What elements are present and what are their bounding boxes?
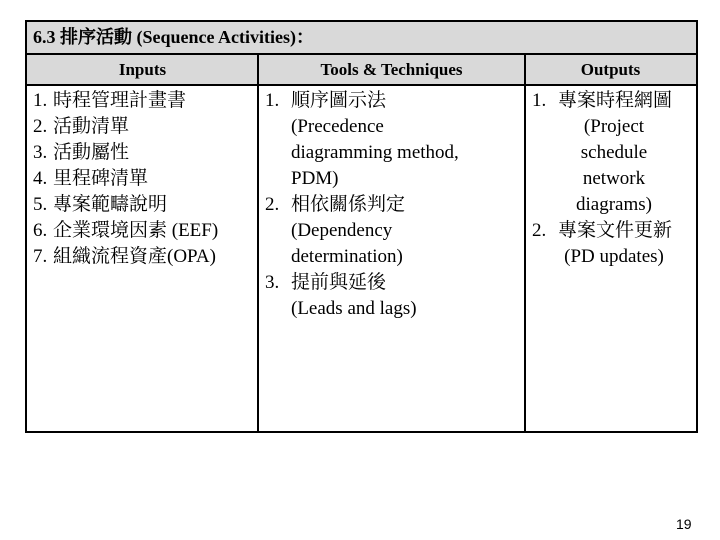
item-number: 1. (265, 90, 280, 111)
item-line: 順序圖示法 (291, 90, 387, 111)
slide-number: 19 (676, 516, 692, 532)
outputs-column (532, 88, 696, 270)
inputs-header: Inputs (118, 60, 167, 79)
list-item (265, 88, 520, 192)
list-item (265, 270, 520, 322)
list-item (33, 114, 255, 140)
item-text: 組織流程資產(OPA) (53, 246, 216, 267)
list-item (532, 88, 696, 218)
list-item (265, 192, 520, 270)
item-text: 專案範疇說明 (53, 194, 168, 215)
item-number: 5. (33, 194, 48, 215)
item-text: 時程管理計畫書 (53, 90, 187, 111)
item-number: 6. (33, 220, 48, 241)
item-line: (PD updates) (564, 246, 664, 267)
item-line: 專案文件更新 (558, 220, 673, 241)
item-line: 專案時程網圖 (558, 90, 673, 111)
list-item (33, 192, 255, 218)
inputs-column (33, 88, 255, 270)
item-line: (Project (583, 116, 645, 137)
list-item (532, 218, 696, 270)
item-line: PDM) (291, 168, 339, 189)
item-line: network (582, 168, 646, 189)
list-item (33, 166, 255, 192)
item-line: (Precedence (291, 116, 384, 137)
item-text: 活動清單 (53, 116, 130, 137)
item-number: 1. (33, 90, 48, 111)
item-number: 3. (265, 272, 280, 293)
item-number: 2. (265, 194, 280, 215)
table-title: 6.3 排序活動 (Sequence Activities)： (27, 22, 696, 55)
item-number: 3. (33, 142, 48, 163)
item-line: diagramming method, (291, 142, 459, 163)
item-number: 1. (532, 90, 547, 111)
item-line: schedule (580, 142, 648, 163)
item-number: 4. (33, 168, 48, 189)
item-line: diagrams) (576, 194, 652, 215)
list-item (33, 244, 255, 270)
item-line: determination) (291, 246, 403, 267)
item-number: 7. (33, 246, 48, 267)
item-text: 企業環境因素 (EEF) (53, 220, 219, 241)
sequence-activities-table (25, 20, 698, 433)
tools-column (265, 88, 520, 322)
outputs-list (532, 88, 696, 270)
outputs-header: Outputs (580, 60, 641, 79)
header-row (27, 55, 696, 86)
item-line: (Leads and lags) (291, 298, 417, 319)
column-divider-1 (257, 55, 259, 431)
item-number: 2. (532, 220, 547, 241)
item-line: (Dependency (291, 220, 393, 241)
list-item (33, 218, 255, 244)
item-text: 里程碑清單 (53, 168, 149, 189)
tools-list (265, 88, 520, 322)
column-divider-2 (524, 55, 526, 431)
item-line: 提前與延後 (291, 272, 387, 293)
inputs-list (33, 88, 255, 270)
list-item (33, 140, 255, 166)
item-text: 活動屬性 (53, 142, 130, 163)
list-item (33, 88, 255, 114)
tools-header: Tools & Techniques (320, 60, 463, 79)
item-line: 相依關係判定 (291, 194, 406, 215)
item-number: 2. (33, 116, 48, 137)
